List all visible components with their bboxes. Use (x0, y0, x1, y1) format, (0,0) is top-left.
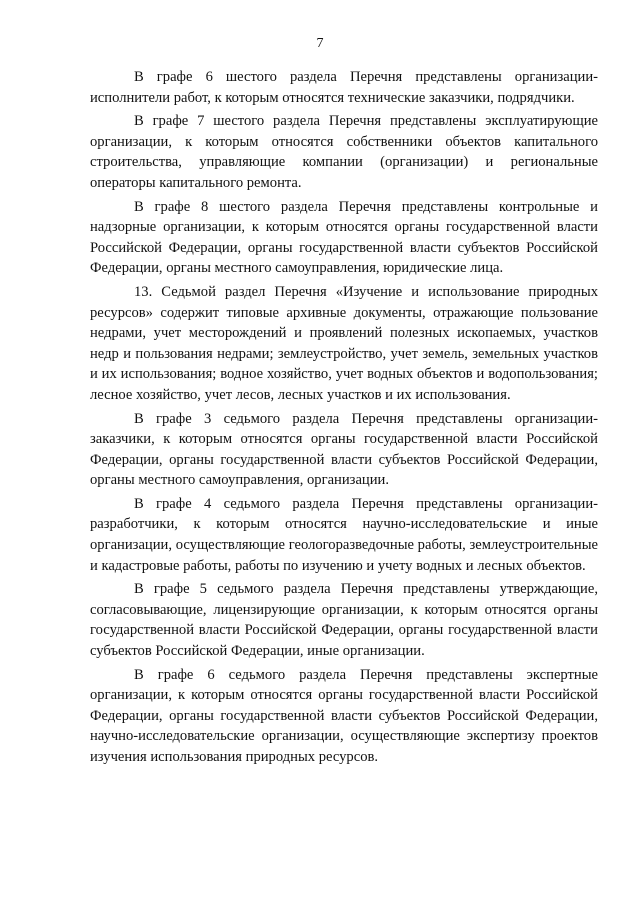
paragraph-grafa-3-section-7: В графе 3 седьмого раздела Перечня представлены организации-заказчики, к которым относятся органы государственной власти Российской Федерации, органы государственной власти субъектов Российской Федерации, органы местного самоуправления, организации. (90, 410, 598, 489)
paragraph-grafa-7-section-6: В графе 7 шестого раздела Перечня представлены эксплуатирующие организации, к которым относятся собственники объектов капитального строительства, управляющие компании (организации) и региональные операторы капитального ремонта. (90, 113, 598, 191)
document-body (90, 67, 598, 771)
paragraph-grafa-8-section-6: В графе 8 шестого раздела Перечня представлены контрольные и надзорные организации, к которым относятся органы государственной власти Российской Федерации, органы государственной власти субъектов Российской Федерации, органы местного самоуправления, юридические лица. (90, 198, 598, 277)
paragraph-grafa-4-section-7: В графе 4 седьмого раздела Перечня представлены организации-разработчики, к которым относятся научно-исследовательские и иные организации, осуществляющие геологоразведочные работы, землеустроительные и кадастровые работы, работы по изучению и учету водных и лесных объектов. (90, 495, 598, 574)
paragraph-item-13: 13. Седьмой раздел Перечня «Изучение и использование природных ресурсов» содержит типовые архивные документы, отражающие пользование недрами, учет месторождений и проявлений полезных ископаемых, участков недр и пользования недрами; землеустройство, учет земель, земельных участков и их использования; водное хозяйство, учет водных объектов и водопользования; лесное хозяйство, учет лесов, лесных участков и их использования. (90, 283, 598, 403)
paragraph-grafa-6-section-6: В графе 6 шестого раздела Перечня представлены организации-исполнители работ, к которым относятся технические заказчики, подрядчики. (90, 69, 598, 106)
page-number: 7 (316, 36, 324, 51)
paragraph-grafa-6-section-7: В графе 6 седьмого раздела Перечня представлены экспертные организации, к которым относятся органы государственной власти Российской Федерации, органы государственной власти субъектов Российской Федерации, научно-исследовательские организации, осуществляющие экспертизу проектов изучения использования природных ресурсов. (90, 666, 598, 765)
paragraph-grafa-5-section-7: В графе 5 седьмого раздела Перечня представлены утверждающие, согласовывающие, лицензирующие организации, к которым относятся органы государственной власти Российской Федерации, органы государственной власти субъектов Российской Федерации, иные организации. (90, 581, 598, 660)
